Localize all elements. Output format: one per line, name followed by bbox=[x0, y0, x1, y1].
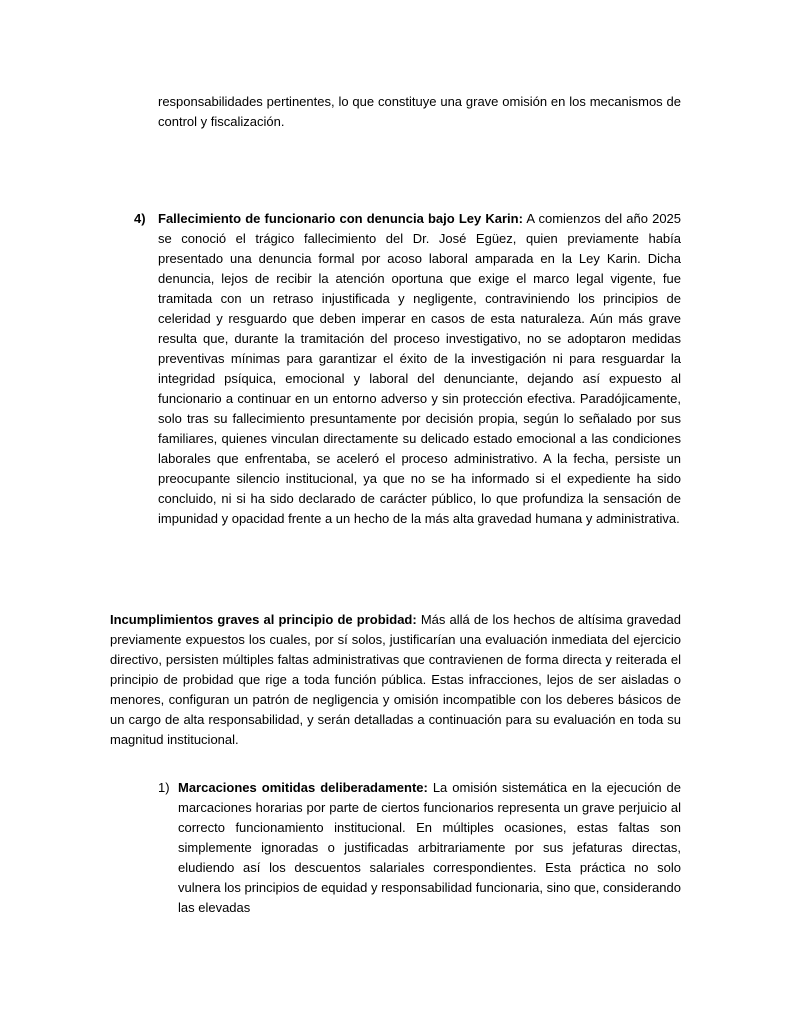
list-item-body bbox=[178, 778, 681, 918]
list-item-heading: Marcaciones omitidas deliberadamente: bbox=[178, 780, 428, 795]
list-item-body bbox=[158, 209, 681, 529]
list-item-number: 1) bbox=[158, 780, 170, 795]
list-item-4 bbox=[124, 209, 681, 529]
list-item-text: A comienzos del año 2025 se conoció el trágico fallecimiento del Dr. José Egüez, quien previamente había presentado una denuncia formal por acoso laboral amparada en la Ley Karin. Dicha denuncia, lejos de recibir la atención oportuna que exige el marco legal vigente, fue tramitada con un retraso injustificada y negligente, contraviniendo los principios de celeridad y resguardo que deben imperar en casos de esta naturaleza. Aún más grave resulta que, durante la tramitación del proceso investigativo, no se adoptaron medidas preventivas mínimas para garantizar el éxito de la investigación ni para resguardar la integridad psíquica, emocional y laboral del denunciante, dejando así expuesto al funcionario a continuar en un entorno adverso y sin protección efectiva. Paradójicamente, solo tras su fallecimiento presuntamente por decisión propia, según lo señalado por sus familiares, quienes vinculan directamente su delicado estado emocional a las condiciones laborales que enfrentaba, se aceleró el proceso administrativo. A la fecha, persiste un preocupante silencio institucional, ya que no se ha informado si el expediente ha sido concluido, ni si ha sido declarado de carácter público, lo que profundiza la sensación de impunidad y opacidad frente a un hecho de la más alta gravedad humana y administrativa. bbox=[158, 211, 682, 526]
intro-text: responsabilidades pertinentes, lo que constituye una grave omisión en los mecanismos de control y fiscalización. bbox=[158, 94, 681, 129]
list-item-text: La omisión sistemática en la ejecución de marcaciones horarias por parte de ciertos funcionarios representa un grave perjuicio al correcto funcionamiento institucional. En múltiples ocasiones, estas faltas son simplemente ignoradas o justificadas arbitrariamente por sus jefaturas directas, eludiendo así los descuentos salariales correspondientes. Esta práctica no solo vulnera los principios de equidad y responsabilidad funcionaria, sino que, considerando las elevadas bbox=[178, 780, 681, 915]
list-item-number: 4) bbox=[134, 211, 146, 226]
section-heading: Incumplimientos graves al principio de probidad: bbox=[110, 612, 417, 627]
list-item-heading: Fallecimiento de funcionario con denuncia bajo Ley Karin: bbox=[158, 211, 523, 226]
intro-paragraph bbox=[158, 92, 681, 132]
section-text: Más allá de los hechos de altísima gravedad previamente expuestos los cuales, por sí solos, justificarían una evaluación inmediata del ejercicio directivo, persisten múltiples faltas administrativas que contravienen de forma directa y reiterada el principio de probidad que rige a toda función pública. Estas infracciones, lejos de ser aisladas o menores, configuran un patrón de negligencia y omisión incompatible con los deberes básicos de un cargo de alta responsabilidad, y serán detalladas a continuación para su evaluación en toda su magnitud institucional. bbox=[110, 612, 681, 747]
probity-section-paragraph bbox=[110, 610, 681, 750]
list-item-1 bbox=[110, 778, 681, 918]
section-body bbox=[110, 610, 681, 750]
